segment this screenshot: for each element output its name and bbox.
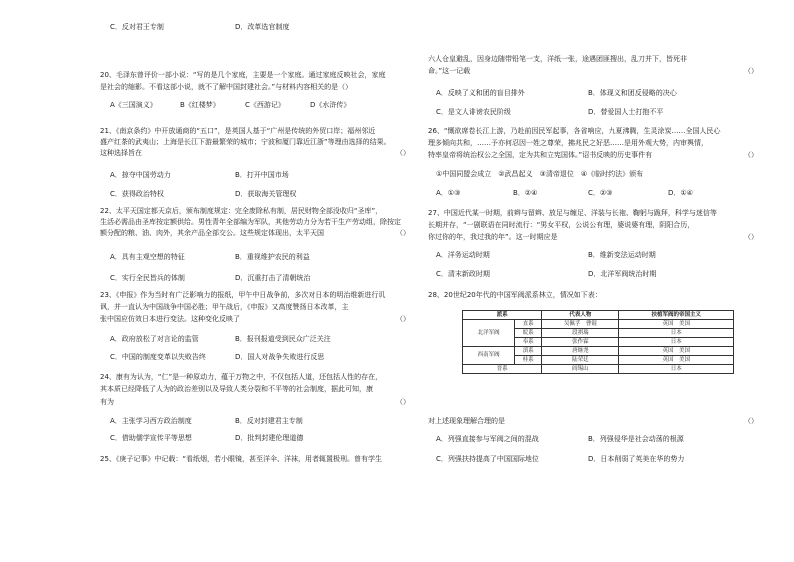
backer: 日本	[619, 329, 734, 338]
question-text: 这种选择旨在	[100, 149, 142, 157]
option-c: C．是文人诽谤农民阶级	[436, 108, 511, 116]
answer-paren: （）	[396, 229, 410, 237]
question-text: 25、《庚子记事》中记载：“看纸烟，若小眼镜，甚至洋伞、洋袜，用者辄置极刑。曾有学生	[100, 455, 383, 463]
option-b: B．重视维护农民的利益	[235, 253, 310, 261]
question-text: 其本质已经降低了人为的政治差别以及导致人类分裂和不平等的社会制度，据此可知，康	[100, 385, 373, 393]
header-representative: 代表人物	[542, 311, 619, 320]
representative: 吴佩孚 曹锟	[542, 320, 619, 329]
question-text: 盛产红茶的武夷山；上海是长江下游最繁荣的城市；宁波和厦门靠近江浙”等理由选择的结果。	[100, 138, 391, 146]
option-a: A．主张学习西方政治制度	[110, 417, 192, 425]
option-a: A．列强直接参与军阀之间的混战	[436, 435, 539, 443]
answer-paren: （）	[396, 398, 410, 406]
header-imperialist-backer: 扶植军阀的帝国主义	[619, 311, 734, 320]
faction-group: 晋系	[463, 365, 542, 374]
option-c: C．借助儒学宣传平等思想	[110, 434, 192, 442]
question-text: 长期并存，“一剧联语在同时流行：“男女平权，公说公有理，婆说婆有理，阴阳合历，	[428, 221, 695, 229]
question-text: 理多倾向共和，……予亦何忍因一姓之尊荣，拂兆民之好恶……是用外观大势，内审舆情，	[428, 139, 708, 147]
question-text: 特率皇帝将统治权公之全国，定为共和立宪国体。”诏书反映的历史事件有	[428, 151, 653, 159]
question-text: 对上述现象理解合理的是	[428, 417, 505, 425]
table-row	[463, 365, 734, 374]
option-d: D．①④	[668, 189, 693, 197]
answer-paren: （）	[744, 417, 758, 425]
option-c: C．中国的制度变革以失败告终	[110, 353, 206, 361]
option-d: D．沉重打击了清朝统治	[235, 274, 311, 282]
option-a: A．①③	[436, 189, 461, 197]
question-text: 21、《南京条约》中开放通商的“五口”，是英国人基于“广州是传统的外贸口岸；福州邻近	[100, 127, 376, 135]
option-b: B．维新变法运动时期	[588, 251, 656, 259]
question-text: 27、中国近代某一时期，前辫与留辫、放足与缠足、洋装与长袍、鞠躬与跪拜，科学与迷信等	[428, 209, 717, 217]
option-d: D．国人对战争失败进行反思	[235, 353, 325, 361]
backer: 英国 美国	[619, 356, 734, 365]
option-d: D．北洋军阀统治时期	[588, 270, 657, 278]
option-c: C．列强扶持提高了中国国际地位	[436, 455, 539, 463]
representative: 陆荣廷	[542, 356, 619, 365]
option-a: A．掠夺中国劳动力	[110, 171, 171, 179]
option-a: A．反映了义和团的盲目排外	[436, 89, 525, 97]
table-row	[463, 320, 734, 329]
left-column	[80, 0, 410, 562]
table-header-row	[463, 311, 734, 320]
option-c: C《西游记》	[245, 101, 285, 109]
question-text: 讽，并一直认为中国战争中国必胜；甲午战后，《申报》又高度赞扬日本改革，主	[100, 303, 349, 311]
option-a: A．具有主观空想的特征	[110, 253, 185, 261]
question-text: 26、“慨欲席卷长江上游，乃赴前因民军起事，各省响应，九夏沸腾，生灵涂炭……全国人民心	[428, 127, 721, 135]
option-c: C．获得政治特权	[110, 190, 164, 198]
question-text: 张中国应仿效日本进行变法。这种变化反映了	[100, 315, 240, 323]
question-text: 你过你的年，我过我的年”。这一时期应是	[428, 233, 558, 241]
faction: 直系	[515, 320, 542, 329]
question-text: 六人仓皇避乱，因身边随带铅笔一支，洋纸一张，途遇团匪搜出，乱刀并下，皆死非	[428, 55, 687, 63]
question-text: 23、《申报》作为当时有广泛影响力的报纸，甲午中日战争前，多次对日本的明治维新进行讥	[100, 291, 386, 299]
warlord-table	[462, 310, 734, 374]
answer-paren: （）	[396, 149, 410, 157]
faction: 滇系	[515, 347, 542, 356]
question-text: 是社会的缩影。不看这部小说，就不了解中国封建社会。”与材料内容相关的是（）	[100, 83, 353, 91]
option-d: D．替爱国人士打抱不平	[588, 108, 664, 116]
option-b: B．打开中国市场	[235, 171, 289, 179]
faction-group: 北洋军阀	[463, 320, 515, 347]
answer-paren: （）	[744, 151, 758, 159]
representative: 段祺瑞	[542, 329, 619, 338]
option-a: A《三国演义》	[110, 101, 157, 109]
option-b: B．报刊报道受到民众广泛关注	[235, 335, 331, 343]
faction-group: 西南军阀	[463, 347, 515, 365]
option-b: B．反对封建君主专制	[235, 417, 303, 425]
backer: 英国 美国	[619, 347, 734, 356]
question-text: 额分配的粮、油、肉外，其余产品全部交公。这些规定体现出，太平天国	[100, 229, 324, 237]
question-text: 22、太平天国定都天京后，颁布制度规定：完全废除私有制，居民财物全部没收归“圣库”，	[100, 207, 383, 215]
representative: 唐继尧	[542, 347, 619, 356]
question-text: 20、毛泽东曾评价一部小说：“写的是几个家庭，主要是一个家庭。通过家庭反映社会，家庭	[100, 71, 386, 79]
option-a: A．政府放松了对言论的监管	[110, 335, 199, 343]
option-d: D．日本削弱了英美在华的势力	[588, 455, 685, 463]
question-text: 28、20世纪20年代的中国军阀派系林立，情况如下表：	[428, 291, 602, 299]
option-d: D．批判封建伦理道德	[235, 434, 304, 442]
backer: 英国 美国	[619, 320, 734, 329]
table-row	[463, 347, 734, 356]
header-faction: 派系	[463, 311, 542, 320]
option-b: B．体现义和团反侵略的决心	[588, 89, 677, 97]
option-d: D．改革选官制度	[235, 23, 290, 31]
question-text: 命。”这一记载	[428, 67, 471, 75]
option-b: B《红楼梦》	[180, 101, 220, 109]
answer-paren: （）	[744, 67, 758, 75]
faction: 桂系	[515, 356, 542, 365]
answer-paren: （）	[744, 233, 758, 241]
question-text: 24、康有为认为，“仁”是一种原动力，蕴于万物之中，不仅包括人道，还包括人性的存在，	[100, 373, 383, 381]
answer-paren: （）	[396, 315, 410, 323]
representative: 阎锡山	[542, 365, 619, 374]
backer: 日本	[619, 365, 734, 374]
option-c: C．②③	[588, 189, 613, 197]
option-c: C．反对君王专制	[110, 23, 164, 31]
option-c: C．实行全民皆兵的体制	[110, 274, 185, 282]
backer: 日本	[619, 338, 734, 347]
question-text: 有为	[100, 398, 114, 406]
option-d: D《水浒传》	[310, 101, 351, 109]
option-b: B．列强侵华是社会动荡的根源	[588, 435, 684, 443]
question-text: 生活必需品由圣库按定额供给。男性青年全部编为军队，其他劳动力分为若干生产劳动组，除按定	[100, 218, 401, 226]
faction: 奉系	[515, 338, 542, 347]
representative: 张作霖	[542, 338, 619, 347]
option-c: C．清末新政时期	[436, 270, 490, 278]
right-column	[428, 0, 758, 562]
option-b: B．②④	[513, 189, 538, 197]
faction: 皖系	[515, 329, 542, 338]
option-a: A．洋务运动时期	[436, 251, 490, 259]
numbered-items: ①中国同盟会成立 ②武昌起义 ③清帝退位 ④《临时约法》颁布	[436, 170, 644, 178]
option-d: D．获取海关管理权	[235, 190, 297, 198]
